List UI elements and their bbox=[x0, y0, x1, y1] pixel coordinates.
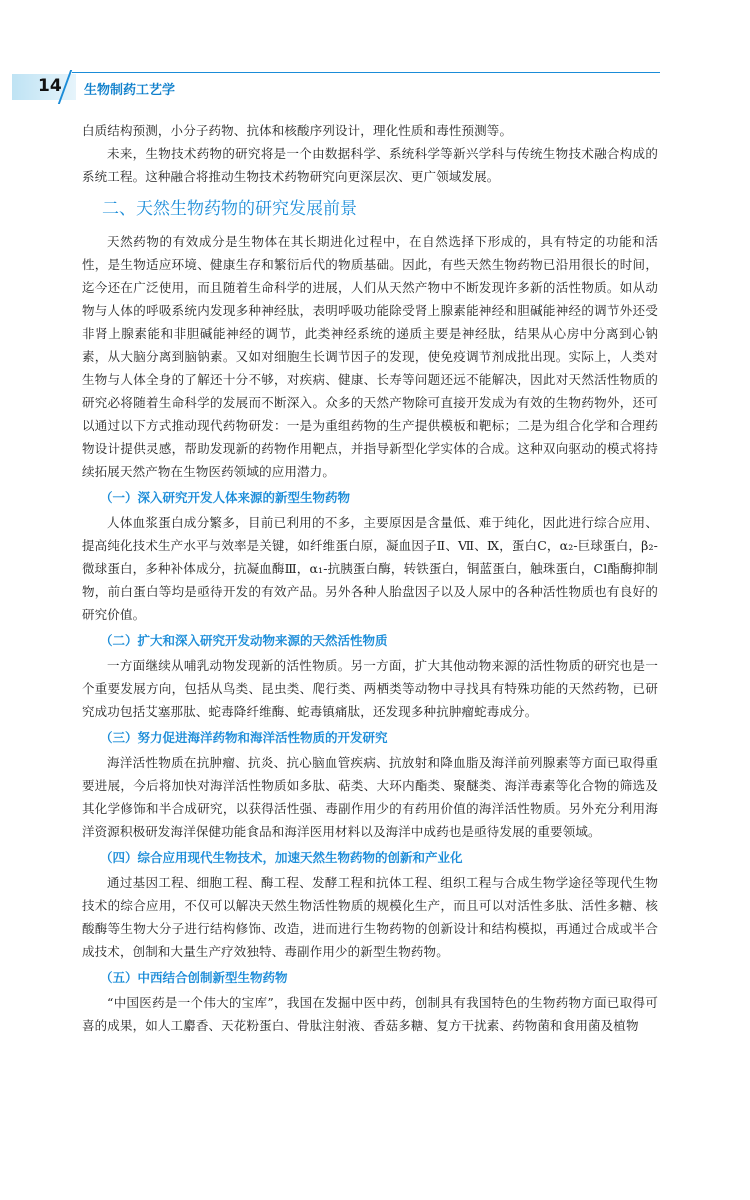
page-number: 14 bbox=[38, 76, 62, 96]
subsection-heading-5: （五）中西结合创制新型生物药物 bbox=[100, 970, 288, 985]
paragraph-subsection-4: 通过基因工程、细胞工程、酶工程、发酵工程和抗体工程、组织工程与合成生物学途径等现代生物技术的综合应用，不仅可以解决天然生物活性物质的规模化生产，而且可以对活性多肽、活性多糖、核酸酶等生物大分子进行结构修饰、改造，进而进行生物药物的创新设计和结构模拟，再通过合成或半合成技术，创制和大量生产疗效独特、毒副作用少的新型生物药物。 bbox=[82, 875, 658, 959]
section-heading: 二、天然生物药物的研究发展前景 bbox=[102, 199, 357, 219]
subsection-heading-3: （三）努力促进海洋药物和海洋活性物质的开发研究 bbox=[100, 730, 388, 745]
header-rule bbox=[72, 72, 660, 73]
paragraph-subsection-5: “中国医药是一个伟大的宝库”，我国在发掘中医中药，创制具有我国特色的生物药物方面已取得可喜的成果，如人工麝香、天花粉蛋白、骨肽注射液、香菇多糖、复方干扰素、药物菌和食用菌及植物 bbox=[82, 995, 658, 1033]
subsection-heading-1: （一）深入研究开发人体来源的新型生物药物 bbox=[100, 490, 351, 505]
subsection-heading-4: （四）综合应用现代生物技术，加速天然生物药物的创新和产业化 bbox=[100, 850, 463, 865]
paragraph-future: 未来，生物技术药物的研究将是一个由数据科学、系统科学等新兴学科与传统生物技术融合构成的系统工程。这种融合将推动生物技术药物研究向更深层次、更广领域发展。 bbox=[82, 146, 658, 184]
book-title: 生物制药工艺学 bbox=[84, 83, 176, 98]
paragraph-continuation: 白质结构预测，小分子药物、抗体和核酸序列设计，理化性质和毒性预测等。 bbox=[82, 123, 513, 138]
paragraph-subsection-1: 人体血浆蛋白成分繁多，目前已利用的不多，主要原因是含量低、难于纯化，因此进行综合应用、提高纯化技术生产水平与效率是关键，如纤维蛋白原，凝血因子Ⅱ、Ⅶ、Ⅸ，蛋白C，α₂-巨球蛋白，β₂-微球蛋白，多种补体成分，抗凝血酶Ⅲ，α₁-抗胰蛋白酶，转铁蛋白，铜蓝蛋白，触珠蛋白，Cl酯酶抑制物，前白蛋白等均是亟待开发的有效产品。另外各种人胎盘因子以及人尿中的各种活性物质也有良好的研究价值。 bbox=[82, 515, 658, 622]
subsection-heading-2: （二）扩大和深入研究开发动物来源的天然活性物质 bbox=[100, 633, 388, 648]
page-content bbox=[82, 119, 658, 1037]
page-header bbox=[0, 0, 750, 110]
paragraph-subsection-3: 海洋活性物质在抗肿瘤、抗炎、抗心脑血管疾病、抗放射和降血脂及海洋前列腺素等方面已取得重要进展，今后将加快对海洋活性物质如多肽、萜类、大环内酯类、聚醚类、海洋毒素等化合物的筛选及其化学修饰和半合成研究，以获得活性强、毒副作用少的有药用价值的海洋活性物质。另外充分利用海洋资源积极研发海洋保健功能食品和海洋医用材料以及海洋中成药也是亟待发展的重要领域。 bbox=[82, 755, 658, 839]
paragraph-section-intro: 天然药物的有效成分是生物体在其长期进化过程中，在自然选择下形成的，具有特定的功能和活性，是生物适应环境、健康生存和繁衍后代的物质基础。因此，有些天然生物药物已沿用很长的时间，迄今还在广泛使用，而且随着生命科学的进展，人们从天然产物中不断发现许多新的活性物质。如从动物与人体的呼吸系统内发现多种神经肽，表明呼吸功能除受肾上腺素能神经和胆碱能神经的调节外还受非肾上腺素能和非胆碱能神经的调节，此类神经系统的递质主要是神经肽，结果从心房中分离到心钠素，从大脑分离到脑钠素。又如对细胞生长调节因子的发现，使免疫调节剂成批出现。实际上，人类对生物与人体全身的了解还十分不够，对疾病、健康、长寿等问题还远不能解决，因此对天然活性物质的研究必将随着生命科学的发展而不断深入。众多的天然产物除可直接开发成为有效的生物药物外，还可以通过以下方式推动现代药物研发：一是为重组药物的生产提供模板和靶标；二是为组合化学和合理药物设计提供灵感，帮助发现新的药物作用靶点，并指导新型化学实体的合成。这种双向驱动的模式将持续拓展天然产物在生物医药领域的应用潜力。 bbox=[82, 234, 658, 479]
paragraph-subsection-2: 一方面继续从哺乳动物发现新的活性物质。另一方面，扩大其他动物来源的活性物质的研究也是一个重要发展方向，包括从鸟类、昆虫类、爬行类、两栖类等动物中寻找具有特殊功能的天然药物，已研究成功包括艾塞那肽、蛇毒降纤维酶、蛇毒镇痛肽，还发现多种抗肿瘤蛇毒成分。 bbox=[82, 658, 658, 719]
